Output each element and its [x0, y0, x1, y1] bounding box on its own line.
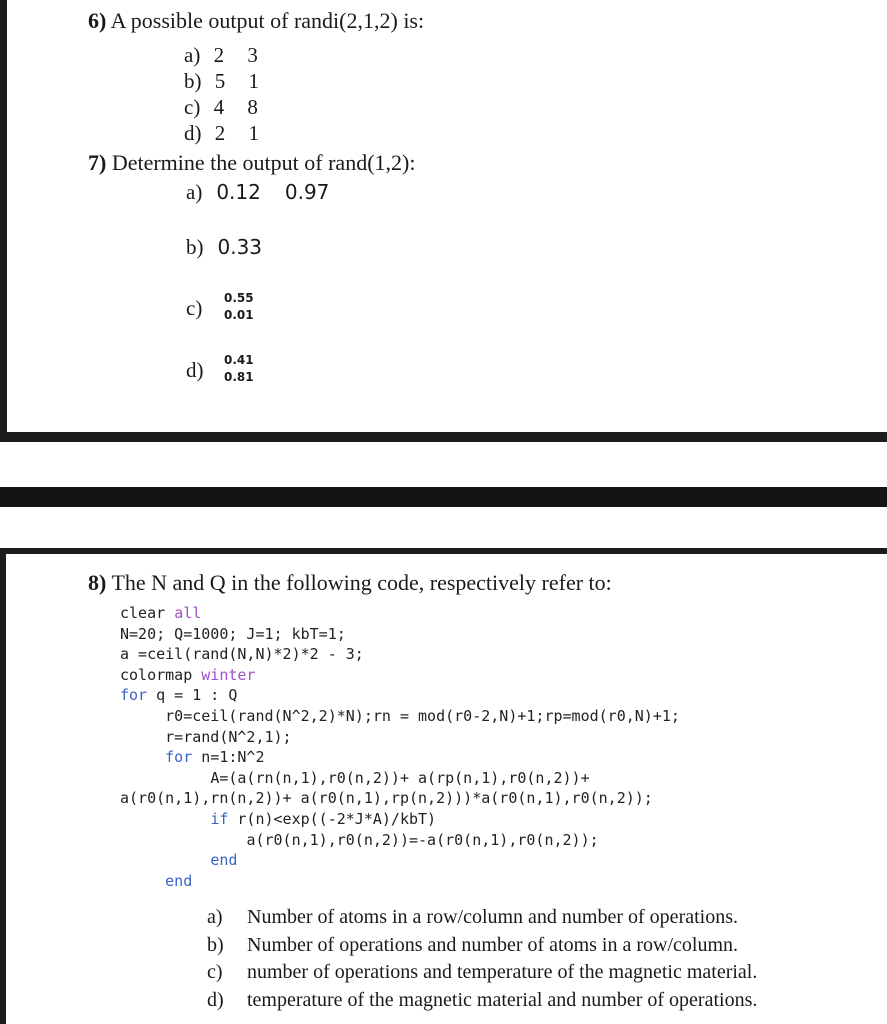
option-value: 0.81 [224, 370, 254, 384]
code-text: colormap [120, 665, 202, 684]
q7-option-b[interactable] [186, 235, 262, 260]
code-string: all [174, 604, 202, 622]
panel-left-border [0, 0, 7, 440]
option-letter: c) [186, 296, 203, 320]
option-value: 0.33 [217, 235, 263, 259]
option-value: 3 [247, 43, 258, 67]
option-value: 2 [214, 121, 226, 145]
option-value: 4 [213, 95, 225, 119]
code-keyword: end [210, 851, 238, 870]
option-letter: d) [186, 358, 204, 382]
code-line [120, 768, 680, 789]
option-text: temperature of the magnetic material and number of operations. [247, 988, 758, 1011]
option-letter: a) [186, 180, 203, 204]
code-line [120, 871, 680, 892]
code-text: r(n)<exp((-2*J*A)/kbT) [228, 809, 437, 828]
panel2-top-border [0, 548, 887, 554]
code-string: winter [201, 665, 256, 684]
question-number: 8) [88, 570, 107, 595]
option-column-vector [224, 352, 254, 386]
code-block [120, 603, 680, 891]
option-value: 0.55 [224, 291, 254, 305]
option-text: Number of atoms in a row/column and number of operations. [247, 906, 738, 928]
question-text: The N and Q in the following code, respectively refer to: [111, 570, 612, 595]
option-column-vector [224, 290, 254, 324]
q8-option-c[interactable] [207, 959, 757, 987]
question-number: 7) [88, 150, 107, 175]
option-value: 2 [213, 43, 225, 67]
option-letter: b) [186, 235, 204, 259]
code-line [120, 830, 680, 851]
q6-option-b[interactable] [184, 69, 259, 94]
question-text: Determine the output of rand(1,2): [111, 150, 416, 175]
question-number: 6) [88, 8, 107, 33]
option-letter: a) [207, 906, 223, 928]
code-line [120, 706, 680, 727]
code-text: A=(a(rn(n,1),r0(n,2))+ a(rp(n,1),r0(n,2))+ [210, 768, 590, 787]
code-line [120, 644, 680, 665]
q8-option-b[interactable] [207, 932, 757, 960]
code-keyword: for [165, 748, 193, 767]
code-line [120, 850, 680, 871]
code-line [120, 624, 680, 645]
code-text: clear [120, 604, 175, 622]
option-value: 0.12 [216, 180, 261, 204]
option-letter: d) [207, 988, 224, 1011]
question-6 [88, 8, 424, 34]
q8-option-a[interactable] [207, 904, 757, 932]
code-line [120, 727, 680, 748]
question-text: A possible output of randi(2,1,2) is: [110, 8, 425, 33]
option-letter: c) [184, 95, 201, 119]
q6-option-a[interactable] [184, 43, 258, 68]
code-keyword: end [165, 871, 193, 890]
option-value: 0.01 [224, 308, 254, 322]
code-keyword: if [210, 809, 229, 828]
code-text: n=1:N^2 [192, 748, 265, 767]
code-text: a(r0(n,1),r0(n,2))=-a(r0(n,1),r0(n,2)); [246, 830, 599, 849]
divider-band [0, 487, 887, 507]
q8-options [207, 904, 757, 1014]
code-text: a(r0(n,1),rn(n,2))+ a(r0(n,1),rp(n,2)))*a(r0(n,1),r0(n,2)); [120, 789, 653, 808]
option-value: 0.97 [284, 180, 330, 204]
code-line [120, 747, 680, 768]
q8-option-d[interactable] [207, 987, 757, 1015]
q6-option-d[interactable] [184, 121, 259, 146]
q7-option-a[interactable] [186, 180, 329, 205]
code-line [120, 685, 680, 706]
code-text: q = 1 : Q [147, 686, 238, 705]
option-value: 1 [248, 69, 259, 93]
code-line [120, 788, 680, 809]
code-text: N=20; Q=1000; J=1; kbT=1; [120, 624, 346, 643]
code-line [120, 809, 680, 830]
option-value: 5 [214, 69, 226, 93]
code-line [120, 665, 680, 686]
question-7 [88, 150, 415, 176]
option-letter: d) [184, 121, 202, 145]
option-letter: a) [184, 43, 201, 67]
option-text: number of operations and temperature of the magnetic material. [247, 961, 758, 983]
option-letter: c) [207, 961, 223, 983]
code-text: a =ceil(rand(N,N)*2)*2 - 3; [120, 645, 364, 664]
option-value: 1 [248, 121, 259, 145]
question-8 [88, 570, 612, 596]
option-letter: b) [184, 69, 202, 93]
option-text: Number of operations and number of atoms in a row/column. [247, 933, 738, 956]
option-value: 8 [247, 95, 258, 119]
panel-bottom-border [0, 432, 887, 442]
option-letter: b) [207, 933, 224, 956]
panel2-left-border [0, 548, 6, 1024]
code-text: r0=ceil(rand(N^2,2)*N);rn = mod(r0-2,N)+1;rp=mod(r0,N)+1; [165, 706, 680, 725]
q6-option-c[interactable] [184, 95, 258, 120]
code-keyword: for [120, 686, 148, 705]
option-value: 0.41 [224, 353, 254, 367]
code-line [120, 603, 680, 624]
code-text: r=rand(N^2,1); [165, 727, 292, 746]
